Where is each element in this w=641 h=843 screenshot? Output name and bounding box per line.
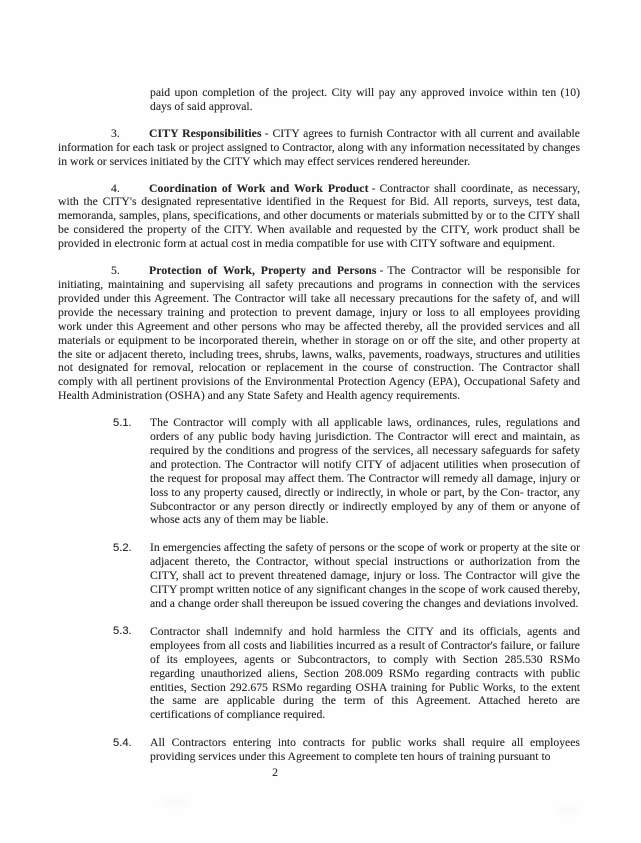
section-3-body: CITY agrees to furnish Contractor with all current and available information for each task or project assigned to Contractor, along with any information necessitated by changes in work or services initiated by the CITY which may effect services rendered hereunder.	[58, 126, 580, 168]
section-5-number: 5.	[111, 264, 120, 278]
section-4-number: 4.	[111, 181, 120, 195]
document-content	[58, 86, 580, 780]
subsection-5-1-body: The Contractor will comply with all applicable laws, ordinances, rules, regulations and orders of any public body having jurisdiction. The Contractor will erect and maintain, as required by the conditions and progress of the services, all necessary safeguards for safety and protection. The Contractor will notify CITY of adjacent utilities when prosecution of the request for proposal may affect them. The Contractor will remedy all damage, injury or loss to any property caused, directly or indirectly, in whole or part, by the Con- tractor, any Subcontractor or any person directly or indirectly employed by any of them or anyone of whose acts any of them may be liable.	[150, 416, 580, 527]
subsection-5-1-number: 5.1.	[113, 416, 132, 429]
section-5-dash: -	[379, 264, 384, 278]
section-3-dash: -	[264, 126, 269, 140]
section-4-title: Coordination of Work and Work Product	[149, 181, 369, 195]
subsection-5-3-number: 5.3.	[113, 625, 132, 638]
section-3-title: CITY Responsibilities	[149, 126, 262, 140]
section-4-body: Contractor shall coordinate, as necessary, with the CITY's designated representative identified in the Request for Bid. All reports, surveys, test data, memoranda, samples, plans, specifications, and other documents or materials submitted by or to the CITY shall be considered the property of the CITY. When available and requested by the CITY, work product shall be provided in electronic form at actual cost in media compatible for use with CITY software and equipment.	[58, 181, 580, 251]
section-5	[58, 264, 580, 403]
paragraph-continuation: paid upon completion of the project. City will pay any approved invoice within ten (10) days of said approval.	[150, 86, 580, 113]
subsection-5-4-body: All Contractors entering into contracts for public works shall require all employees providing services under this Agreement to complete ten hours of training pursuant to	[150, 736, 580, 764]
section-3	[58, 127, 580, 169]
subsection-5-1	[113, 416, 580, 527]
subsection-5-4-number: 5.4.	[113, 736, 132, 749]
subsection-5-2-body: In emergencies affecting the safety of persons or the scope of work or property at the site or adjacent thereto, the Contractor, without special instructions or authorization from the CITY, shall act to prevent threatened damage, injury or loss. The Contractor will give the CITY prompt written notice of any significant changes in the scope of work caused thereby, and a change order shall thereupon be issued covering the changes and deviations involved.	[150, 541, 580, 610]
subsection-5-2-number: 5.2.	[113, 541, 132, 554]
section-4-dash: -	[371, 181, 376, 195]
subsection-5-3-body: Contractor shall indemnify and hold harmless the CITY and its officials, agents and employees from all costs and liabilities incurred as a result of Contractor's failure, or failure of its employees, agents or Subcontractors, to comply with Section 285.530 RSMo regarding unauthorized aliens, Section 208.009 RSMo regarding contracts with public entities, Section 292.675 RSMo regarding OSHA training for Public Works, to the extent the same are applicable during the term of this Agreement. Attached hereto are certifications of compliance required.	[150, 624, 580, 722]
scan-smudge	[555, 808, 581, 814]
subsection-5-3	[113, 624, 580, 722]
section-4	[58, 182, 580, 252]
subsection-5-2	[113, 541, 580, 611]
section-3-number: 3.	[111, 126, 120, 140]
page-number: 2	[272, 766, 278, 780]
section-5-title: Protection of Work, Property and Persons	[149, 264, 377, 278]
section-5-body: The Contractor will be responsible for initiating, maintaining and supervising all safety precautions and programs in connection with the services provided under this Agreement. The Contractor will take all necessary precautions for the safety of, and will provide the necessary training and protection to prevent damage, injury or loss to all employees providing work under this Agreement and other persons who may be affected thereby, all the provided services and all materials or equipment to be incorporated therein, whether in storage on or off the site, and other property at the site or adjacent thereto, including trees, shrubs, lawns, walks, pavements, roadways, structures and utilities not designated for removal, relocation or replacement in the course of construction. The Contractor shall comply with all pertinent provisions of the Environmental Protection Agency (EPA), Occupational Safety and Health Administration (OSHA) and any State Safety and Health agency requirements.	[58, 264, 580, 403]
scan-smudge	[160, 800, 190, 806]
subsection-5-4	[113, 736, 580, 764]
